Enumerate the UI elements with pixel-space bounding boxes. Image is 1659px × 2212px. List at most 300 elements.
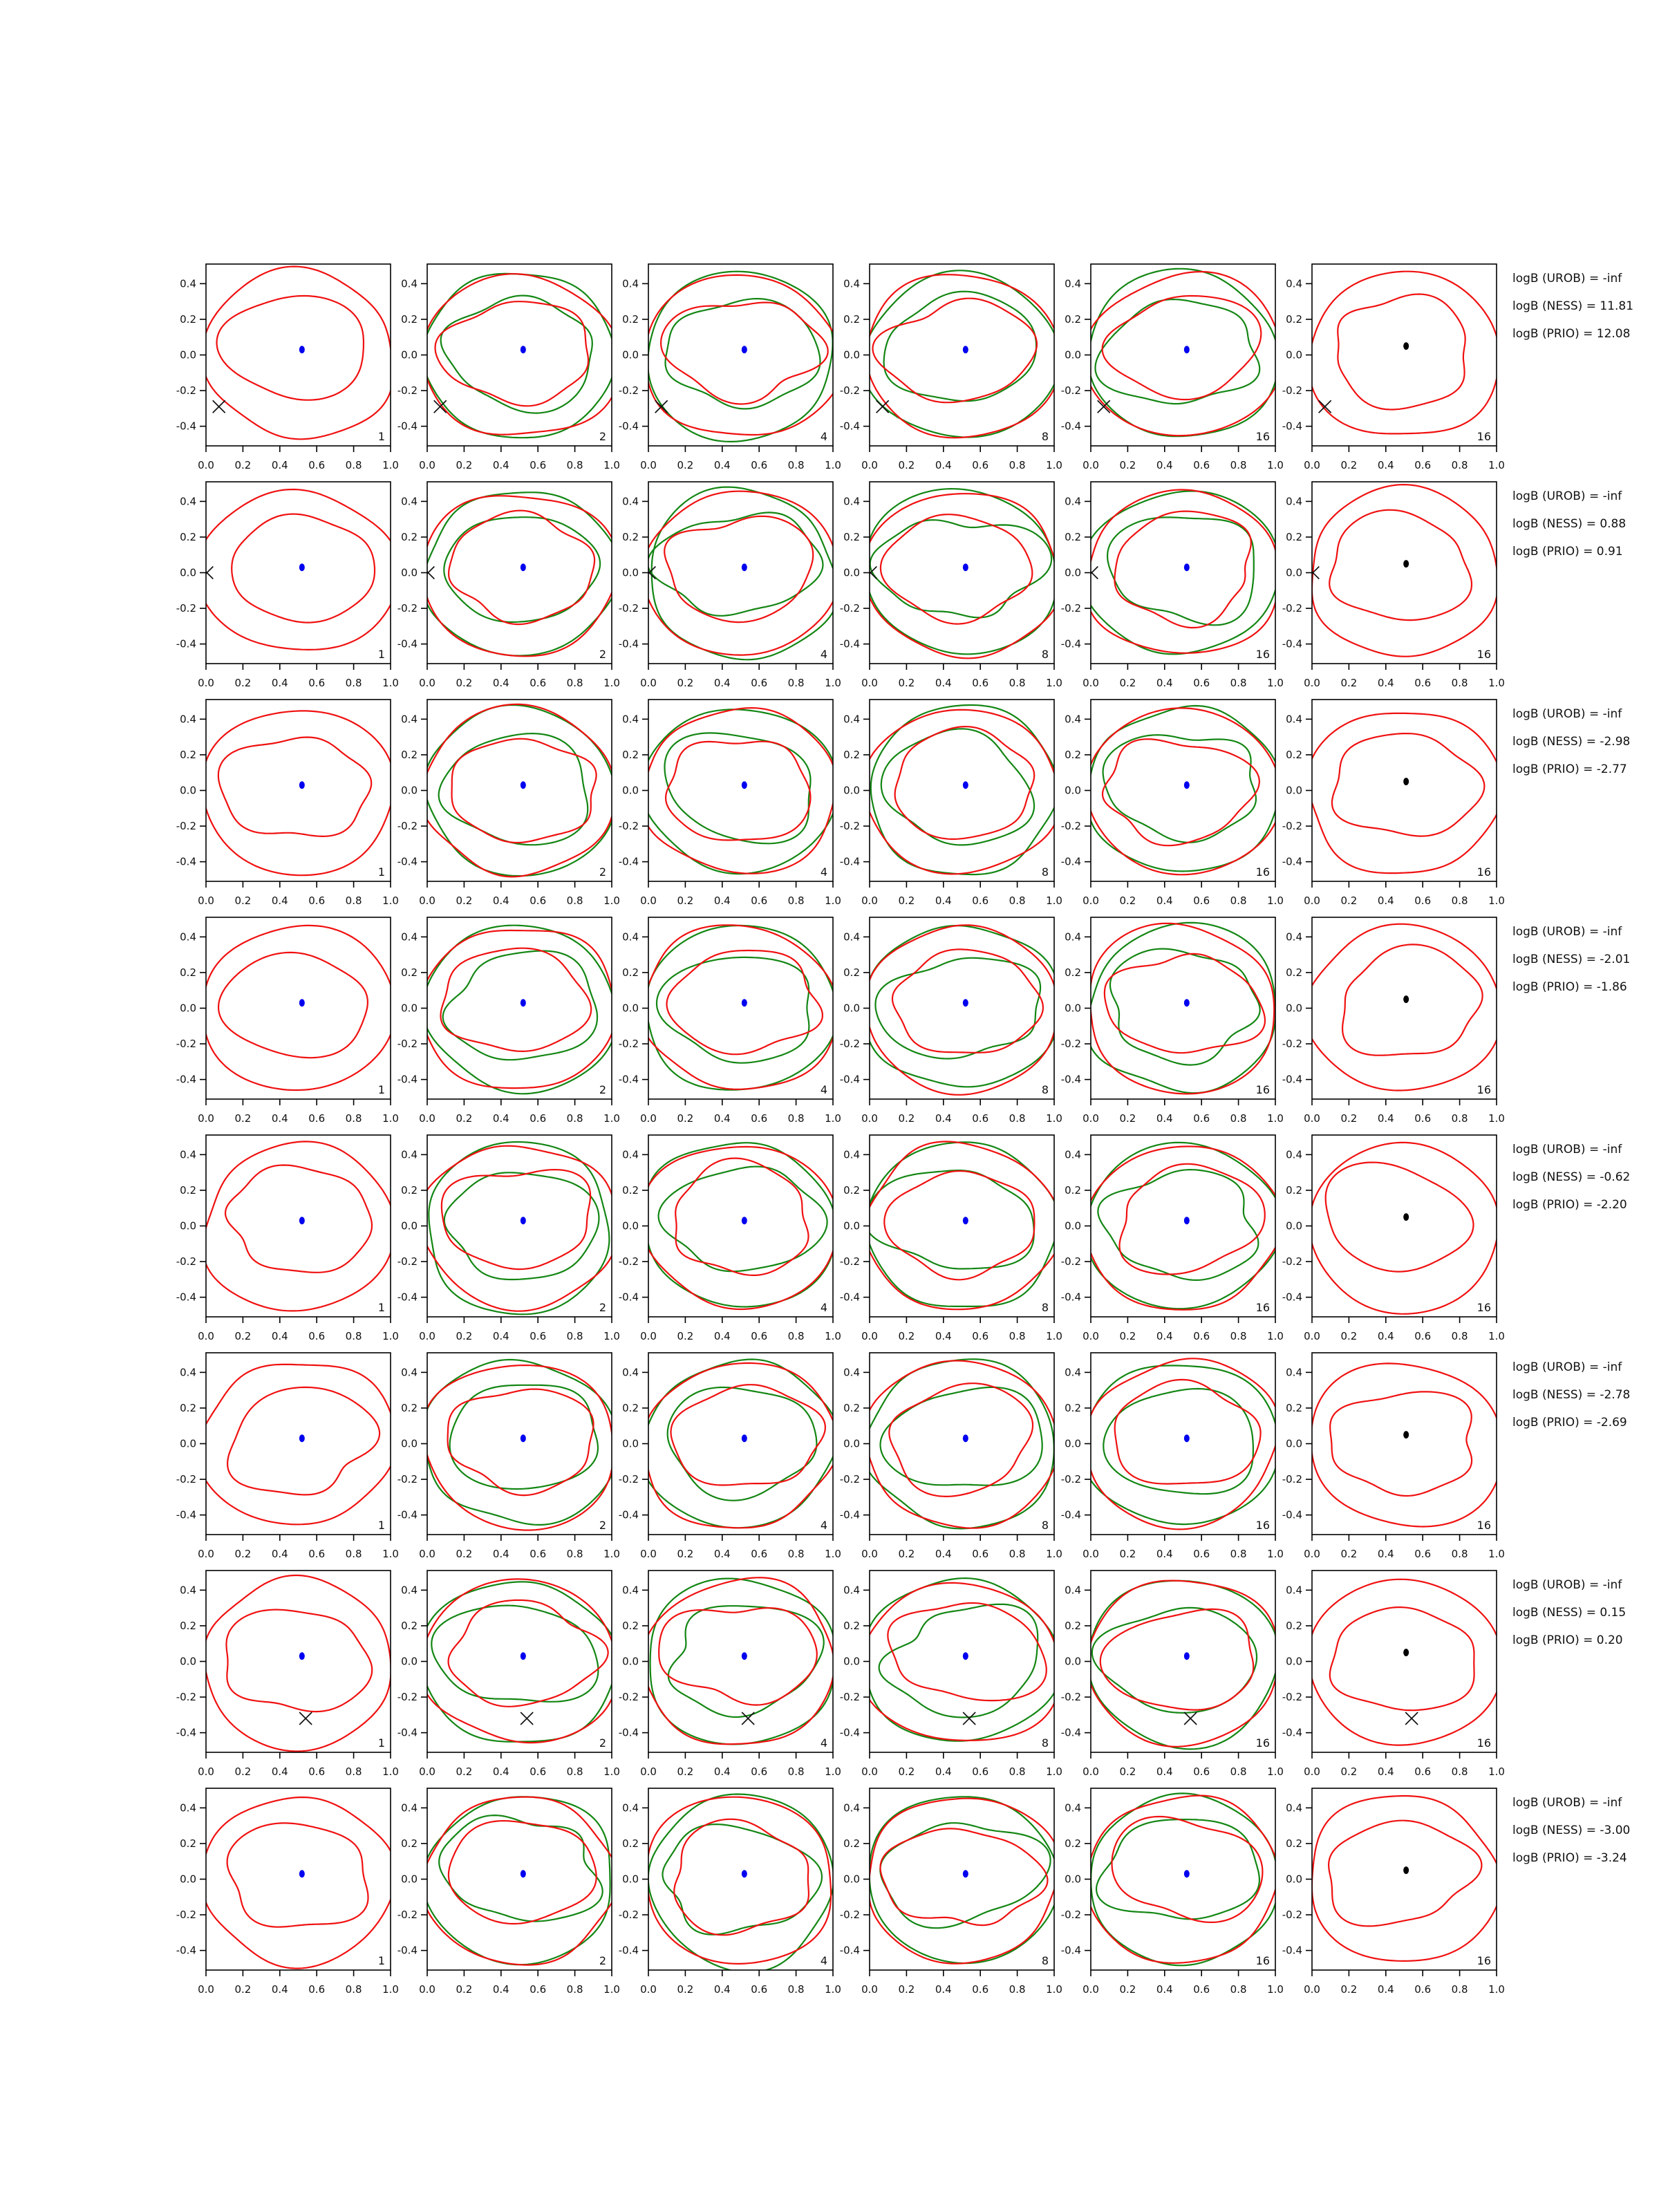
blue-center-dot	[521, 1217, 526, 1224]
plot-area	[197, 1365, 397, 1525]
red-inner-contour	[1120, 1164, 1265, 1275]
x-tick-label: 0.8	[566, 1330, 583, 1342]
x-tick-label: 0.4	[271, 1983, 288, 1996]
x-tick-label: 0.2	[1119, 894, 1136, 907]
y-tick-label: 0.0	[1065, 1873, 1081, 1886]
logb-line: logB (PRIO) = -2.20	[1512, 1198, 1627, 1212]
logb-line: logB (PRIO) = -2.69	[1512, 1416, 1627, 1430]
x-tick-label: 0.8	[1009, 1548, 1026, 1560]
y-tick-label: 0.0	[401, 566, 418, 579]
logb-line: logB (NESS) = -2.98	[1512, 735, 1631, 749]
x-tick-label: 1.0	[603, 1765, 620, 1778]
y-tick-label: 0.2	[1286, 1401, 1302, 1414]
x-tick-label: 0.8	[566, 459, 583, 471]
subplot-r4c3	[619, 917, 841, 1125]
logb-line: logB (NESS) = -3.00	[1512, 1824, 1631, 1837]
y-tick-label: 0.0	[180, 1219, 196, 1232]
subplot-count-label: 4	[820, 1736, 827, 1750]
y-tick-label: -0.2	[1060, 384, 1081, 397]
y-tick-label: -0.2	[839, 384, 860, 397]
plot-area	[420, 926, 616, 1094]
y-tick-label: 0.0	[843, 1873, 860, 1886]
x-tick-label: 0.8	[1230, 1548, 1247, 1560]
y-tick-label: -0.4	[1060, 637, 1081, 650]
y-tick-label: 0.0	[180, 348, 196, 362]
x-tick-label: 0.6	[972, 1548, 989, 1560]
y-tick-label: 0.0	[1286, 348, 1302, 362]
y-tick-label: 0.4	[843, 277, 860, 290]
black-center-dot	[1403, 342, 1409, 350]
y-tick-label: -0.4	[839, 420, 860, 433]
x-tick-label: 0.8	[1230, 459, 1247, 471]
y-tick-label: 0.4	[1286, 1584, 1302, 1597]
subplot-r8c5	[1061, 1788, 1284, 1996]
blue-center-dot	[1184, 999, 1190, 1006]
x-tick-label: 0.8	[1009, 459, 1026, 471]
red-outer-contour	[865, 1361, 1058, 1528]
y-tick-label: -0.4	[1060, 1726, 1081, 1739]
x-tick-label: 0.6	[1414, 894, 1432, 907]
y-tick-label: 0.0	[622, 566, 639, 579]
blue-center-dot	[1184, 781, 1190, 789]
plot-area	[640, 1143, 838, 1309]
y-tick-label: -0.2	[1060, 820, 1081, 833]
subplot-r6c1	[176, 1353, 399, 1560]
green-outer-contour	[1088, 1581, 1278, 1750]
x-tick-label: 0.2	[456, 894, 473, 907]
subplot-r4c1	[176, 917, 399, 1125]
y-tick-label: 0.4	[622, 1366, 639, 1379]
y-tick-label: 0.2	[622, 312, 639, 326]
x-tick-label: 0.0	[419, 1112, 435, 1125]
x-marker-icon	[213, 400, 225, 413]
subplot-count-label: 8	[1041, 1519, 1049, 1532]
subplot-r3c6	[1282, 700, 1505, 907]
x-tick-label: 0.8	[1451, 459, 1468, 471]
x-tick-label: 1.0	[1046, 1765, 1062, 1778]
subplot-r1c5	[1061, 264, 1284, 471]
x-tick-label: 1.0	[825, 1983, 841, 1996]
red-outer-contour	[420, 930, 615, 1088]
y-tick-label: 0.2	[401, 966, 418, 979]
y-tick-label: 0.2	[1286, 312, 1302, 326]
x-tick-label: 0.2	[234, 677, 252, 689]
y-tick-label: 0.4	[401, 495, 418, 508]
x-tick-label: 0.2	[234, 1112, 252, 1125]
y-tick-label: -0.4	[618, 420, 639, 433]
x-tick-label: 0.6	[972, 894, 989, 907]
x-tick-label: 0.2	[1119, 1548, 1136, 1560]
x-tick-label: 0.0	[1304, 1548, 1320, 1560]
y-tick-label: 0.2	[1286, 748, 1302, 761]
x-tick-label: 1.0	[603, 677, 620, 689]
x-tick-label: 0.8	[345, 1983, 362, 1996]
subplot-count-label: 1	[377, 1301, 385, 1314]
y-tick-label: -0.4	[176, 1944, 196, 1957]
logb-line: logB (NESS) = 0.15	[1512, 1606, 1627, 1620]
plot-area	[1308, 713, 1503, 873]
x-tick-label: 0.2	[1340, 677, 1358, 689]
red-inner-contour	[1115, 512, 1251, 628]
subplot-count-label: 2	[599, 1083, 606, 1096]
y-tick-label: 0.2	[1286, 1183, 1302, 1197]
y-tick-label: 0.2	[622, 1837, 639, 1850]
y-tick-label: 0.0	[843, 1002, 860, 1015]
y-tick-label: 0.0	[180, 566, 196, 579]
x-tick-label: 1.0	[1488, 677, 1505, 689]
plot-area	[646, 272, 843, 442]
x-tick-label: 0.2	[1119, 1330, 1136, 1342]
x-tick-label: 1.0	[1267, 1330, 1284, 1342]
x-tick-label: 0.4	[713, 894, 731, 907]
y-tick-label: 0.4	[843, 1801, 860, 1815]
blue-center-dot	[299, 563, 305, 571]
red-inner-contour	[441, 948, 592, 1051]
y-tick-label: -0.4	[397, 1508, 418, 1521]
x-tick-label: 0.2	[898, 1330, 915, 1342]
x-tick-label: 0.8	[1009, 1330, 1026, 1342]
plot-area	[1304, 924, 1501, 1091]
plot-area	[642, 1577, 836, 1744]
y-tick-label: 0.0	[401, 1219, 418, 1232]
plot-area	[647, 1794, 834, 1973]
subplot-r8c3	[619, 1788, 841, 1996]
x-marker-icon	[742, 1712, 754, 1725]
y-tick-label: 0.4	[180, 1801, 196, 1815]
x-tick-label: 0.2	[234, 459, 252, 471]
plot-area	[422, 492, 620, 656]
logb-line: logB (PRIO) = 0.91	[1512, 545, 1623, 559]
x-tick-label: 0.0	[640, 459, 657, 471]
x-tick-label: 0.6	[751, 1765, 768, 1778]
y-tick-label: 0.0	[1286, 1437, 1302, 1450]
logb-block-row-4	[1512, 918, 1630, 1001]
y-tick-label: -0.2	[397, 384, 418, 397]
subplot-r2c1	[176, 482, 400, 689]
red-inner-contour	[227, 1823, 368, 1927]
x-tick-label: 1.0	[825, 677, 841, 689]
y-tick-label: 0.0	[1286, 566, 1302, 579]
y-tick-label: 0.0	[401, 784, 418, 797]
y-tick-label: -0.2	[618, 602, 639, 615]
subplot-count-label: 4	[820, 1954, 827, 1967]
logb-block-row-1	[1512, 265, 1633, 348]
x-tick-label: 0.0	[198, 1330, 214, 1342]
x-tick-label: 1.0	[1488, 1983, 1505, 1996]
x-tick-label: 0.2	[456, 1765, 473, 1778]
x-tick-label: 1.0	[825, 894, 841, 907]
x-tick-label: 0.0	[419, 677, 435, 689]
x-tick-label: 1.0	[1046, 1548, 1062, 1560]
x-tick-label: 0.0	[640, 894, 657, 907]
y-tick-label: -0.2	[1282, 602, 1302, 615]
green-outer-contour	[1089, 269, 1279, 436]
y-tick-label: 0.2	[401, 1619, 418, 1632]
subplot-count-label: 2	[599, 648, 606, 661]
x-tick-label: 0.0	[1304, 459, 1320, 471]
logb-line: logB (NESS) = -0.62	[1512, 1170, 1631, 1184]
red-inner-contour	[1329, 510, 1472, 620]
subplot-r2c6	[1282, 482, 1505, 689]
blue-center-dot	[1184, 1652, 1190, 1660]
plot-area	[1080, 490, 1280, 655]
subplot-r6c4	[840, 1353, 1062, 1560]
black-center-dot	[1403, 995, 1409, 1003]
x-tick-label: 0.4	[713, 459, 731, 471]
x-tick-label: 0.4	[271, 1548, 288, 1560]
y-tick-label: -0.4	[839, 855, 860, 868]
x-tick-label: 0.8	[1451, 894, 1468, 907]
plot-area	[1085, 1143, 1284, 1310]
logb-block-row-7	[1512, 1571, 1626, 1654]
y-tick-label: -0.2	[618, 820, 639, 833]
y-tick-label: -0.2	[1060, 602, 1081, 615]
x-tick-label: 1.0	[382, 1330, 399, 1342]
x-tick-label: 1.0	[1046, 677, 1062, 689]
x-tick-label: 1.0	[825, 459, 841, 471]
y-tick-label: 0.2	[1286, 1837, 1302, 1850]
logb-line: logB (PRIO) = 0.20	[1512, 1633, 1623, 1647]
y-tick-label: 0.2	[843, 530, 860, 543]
x-tick-label: 0.2	[898, 459, 915, 471]
y-tick-label: 0.2	[401, 748, 418, 761]
x-marker-icon	[299, 1712, 312, 1725]
plot-area	[422, 274, 621, 438]
y-tick-label: -0.2	[397, 602, 418, 615]
plot-area	[422, 1360, 618, 1530]
y-tick-label: 0.0	[401, 1873, 418, 1886]
y-tick-label: 0.4	[1286, 1801, 1302, 1815]
subplot-count-label: 16	[1477, 1301, 1491, 1314]
y-tick-label: -0.4	[1282, 637, 1302, 650]
x-tick-label: 0.6	[308, 1330, 326, 1342]
x-tick-label: 0.0	[640, 1112, 657, 1125]
green-inner-contour	[444, 1172, 599, 1280]
x-tick-label: 0.0	[1304, 1983, 1320, 1996]
x-tick-label: 0.8	[787, 1112, 805, 1125]
logb-line: logB (PRIO) = -1.86	[1512, 980, 1627, 994]
subplot-count-label: 4	[820, 430, 827, 443]
x-tick-label: 1.0	[1488, 894, 1505, 907]
y-tick-label: 0.0	[622, 784, 639, 797]
subplot-count-label: 16	[1255, 1519, 1270, 1532]
y-tick-label: 0.0	[1065, 1437, 1081, 1450]
y-tick-label: -0.2	[1060, 1255, 1081, 1268]
y-tick-label: 0.2	[180, 1183, 196, 1197]
subplot-count-label: 4	[820, 1519, 827, 1532]
x-tick-label: 0.6	[1193, 1548, 1210, 1560]
x-tick-label: 1.0	[1267, 459, 1284, 471]
subplot-r1c4	[840, 264, 1062, 471]
subplot-count-label: 2	[599, 1954, 606, 1967]
x-tick-label: 0.6	[1193, 1983, 1210, 1996]
green-inner-contour	[439, 1815, 603, 1921]
y-tick-label: 0.2	[622, 1183, 639, 1197]
green-outer-contour	[429, 1142, 609, 1314]
plot-area	[863, 270, 1061, 438]
x-marker-icon	[963, 1712, 975, 1725]
blue-center-dot	[1184, 1870, 1190, 1877]
x-tick-label: 0.6	[529, 1983, 547, 1996]
red-outer-contour	[866, 925, 1058, 1095]
subplot-r5c4	[840, 1135, 1062, 1342]
x-tick-label: 0.2	[234, 1330, 252, 1342]
red-inner-contour	[674, 1819, 809, 1936]
x-tick-label: 0.8	[566, 677, 583, 689]
subplot-count-label: 2	[599, 1736, 606, 1750]
y-tick-label: 0.4	[843, 1366, 860, 1379]
x-tick-label: 0.0	[198, 677, 214, 689]
y-tick-label: -0.2	[1282, 384, 1302, 397]
subplot-count-label: 16	[1477, 865, 1491, 879]
y-tick-label: -0.2	[1282, 820, 1302, 833]
y-tick-label: 0.4	[1286, 1366, 1302, 1379]
red-outer-contour	[420, 1579, 617, 1743]
axes-frame	[1312, 1353, 1497, 1535]
x-tick-label: 0.4	[492, 459, 509, 471]
subplot-count-label: 1	[377, 1519, 385, 1532]
red-outer-contour	[196, 489, 400, 650]
green-inner-contour	[876, 958, 1041, 1059]
blue-center-dot	[742, 1652, 747, 1660]
x-tick-label: 0.2	[1119, 677, 1136, 689]
y-tick-label: 0.2	[401, 530, 418, 543]
red-outer-contour	[1312, 485, 1498, 657]
green-inner-contour	[441, 296, 592, 413]
x-tick-label: 0.2	[456, 459, 473, 471]
subplot-r3c1	[176, 700, 399, 907]
y-tick-label: -0.2	[1282, 1038, 1302, 1051]
y-tick-label: 0.4	[1286, 277, 1302, 290]
y-tick-label: -0.2	[1060, 1691, 1081, 1704]
y-tick-label: 0.0	[401, 1002, 418, 1015]
y-tick-label: 0.2	[180, 1619, 196, 1632]
x-tick-label: 0.4	[935, 1765, 952, 1778]
subplot-r5c2	[397, 1135, 620, 1342]
logb-block-row-6	[1512, 1353, 1630, 1436]
x-tick-label: 0.0	[1304, 1112, 1320, 1125]
x-tick-label: 0.6	[529, 1112, 547, 1125]
x-tick-label: 1.0	[382, 459, 399, 471]
y-tick-label: -0.4	[839, 1291, 860, 1304]
logb-line: logB (NESS) = -2.78	[1512, 1388, 1631, 1402]
logb-line: logB (UROB) = -inf	[1512, 272, 1622, 285]
y-tick-label: 0.2	[180, 1401, 196, 1414]
y-tick-label: -0.4	[176, 1291, 196, 1304]
y-tick-label: 0.4	[180, 713, 196, 726]
subplot-count-label: 16	[1255, 1083, 1270, 1096]
y-tick-label: 0.2	[843, 748, 860, 761]
x-tick-label: 1.0	[1267, 1983, 1284, 1996]
x-tick-label: 0.2	[898, 1983, 915, 1996]
plot-area	[203, 1141, 395, 1311]
blue-center-dot	[1184, 1434, 1190, 1442]
y-tick-label: 0.0	[843, 784, 860, 797]
x-tick-label: 0.4	[271, 1765, 288, 1778]
y-tick-label: 0.2	[1065, 1401, 1081, 1414]
x-tick-label: 0.6	[751, 1112, 768, 1125]
y-tick-label: -0.2	[176, 1255, 196, 1268]
green-outer-contour	[1087, 706, 1280, 871]
y-tick-label: 0.2	[843, 1183, 860, 1197]
plot-area	[1309, 272, 1499, 434]
y-tick-label: 0.2	[180, 966, 196, 979]
x-tick-label: 0.4	[713, 1765, 731, 1778]
subplot-count-label: 2	[599, 430, 606, 443]
x-tick-label: 0.6	[308, 1983, 326, 1996]
y-tick-label: 0.4	[622, 1584, 639, 1597]
y-tick-label: -0.4	[1060, 420, 1081, 433]
subplot-count-label: 16	[1255, 1954, 1270, 1967]
plot-area	[865, 925, 1060, 1095]
subplot-r1c3	[619, 264, 843, 471]
logb-line: logB (NESS) = 0.88	[1512, 517, 1627, 531]
y-tick-label: -0.2	[176, 602, 196, 615]
y-tick-label: 0.0	[622, 1437, 639, 1450]
y-tick-label: 0.2	[843, 1837, 860, 1850]
x-tick-label: 0.0	[419, 894, 435, 907]
x-tick-label: 0.8	[1451, 677, 1468, 689]
y-tick-label: -0.4	[397, 1726, 418, 1739]
subplot-count-label: 16	[1477, 1954, 1491, 1967]
red-outer-contour	[1308, 713, 1503, 873]
y-tick-label: -0.4	[1282, 420, 1302, 433]
subplot-count-label: 1	[377, 865, 385, 879]
blue-center-dot	[742, 781, 747, 789]
x-tick-label: 0.0	[861, 1330, 878, 1342]
logb-line: logB (PRIO) = -2.77	[1512, 762, 1627, 776]
y-tick-label: -0.2	[839, 1691, 860, 1704]
x-tick-label: 0.0	[640, 1765, 657, 1778]
subplot-r8c2	[397, 1788, 620, 1996]
y-tick-label: 0.0	[180, 1002, 196, 1015]
x-tick-label: 0.0	[1304, 677, 1320, 689]
x-tick-label: 0.4	[1156, 1765, 1173, 1778]
y-tick-label: -0.4	[839, 637, 860, 650]
subplot-count-label: 4	[820, 865, 827, 879]
blue-center-dot	[963, 999, 968, 1006]
y-tick-label: 0.2	[1065, 1183, 1081, 1197]
y-tick-label: -0.4	[1282, 1073, 1302, 1086]
blue-center-dot	[963, 1652, 968, 1660]
y-tick-label: -0.2	[397, 1909, 418, 1922]
y-tick-label: 0.0	[843, 1437, 860, 1450]
black-center-dot	[1403, 1431, 1409, 1438]
subplot-count-label: 4	[820, 1083, 827, 1096]
y-tick-label: 0.0	[622, 1219, 639, 1232]
x-tick-label: 0.8	[1230, 894, 1247, 907]
blue-center-dot	[742, 346, 747, 353]
y-tick-label: -0.4	[1060, 1073, 1081, 1086]
y-tick-label: 0.4	[180, 930, 196, 944]
x-tick-label: 0.4	[271, 459, 288, 471]
y-tick-label: -0.4	[397, 1944, 418, 1957]
x-tick-label: 0.6	[1193, 1330, 1210, 1342]
x-tick-label: 0.6	[308, 459, 326, 471]
y-tick-label: -0.2	[397, 1038, 418, 1051]
x-tick-label: 0.8	[566, 1765, 583, 1778]
x-tick-label: 0.6	[1414, 1983, 1432, 1996]
y-tick-label: 0.2	[843, 1401, 860, 1414]
y-tick-label: -0.4	[839, 1944, 860, 1957]
x-tick-label: 0.0	[1082, 1765, 1099, 1778]
subplot-r4c5	[1061, 917, 1284, 1125]
x-tick-label: 1.0	[603, 1983, 620, 1996]
subplot-r6c5	[1061, 1353, 1284, 1560]
x-tick-label: 0.6	[1414, 1548, 1432, 1560]
x-tick-label: 1.0	[1267, 1765, 1284, 1778]
y-tick-label: -0.2	[839, 1038, 860, 1051]
